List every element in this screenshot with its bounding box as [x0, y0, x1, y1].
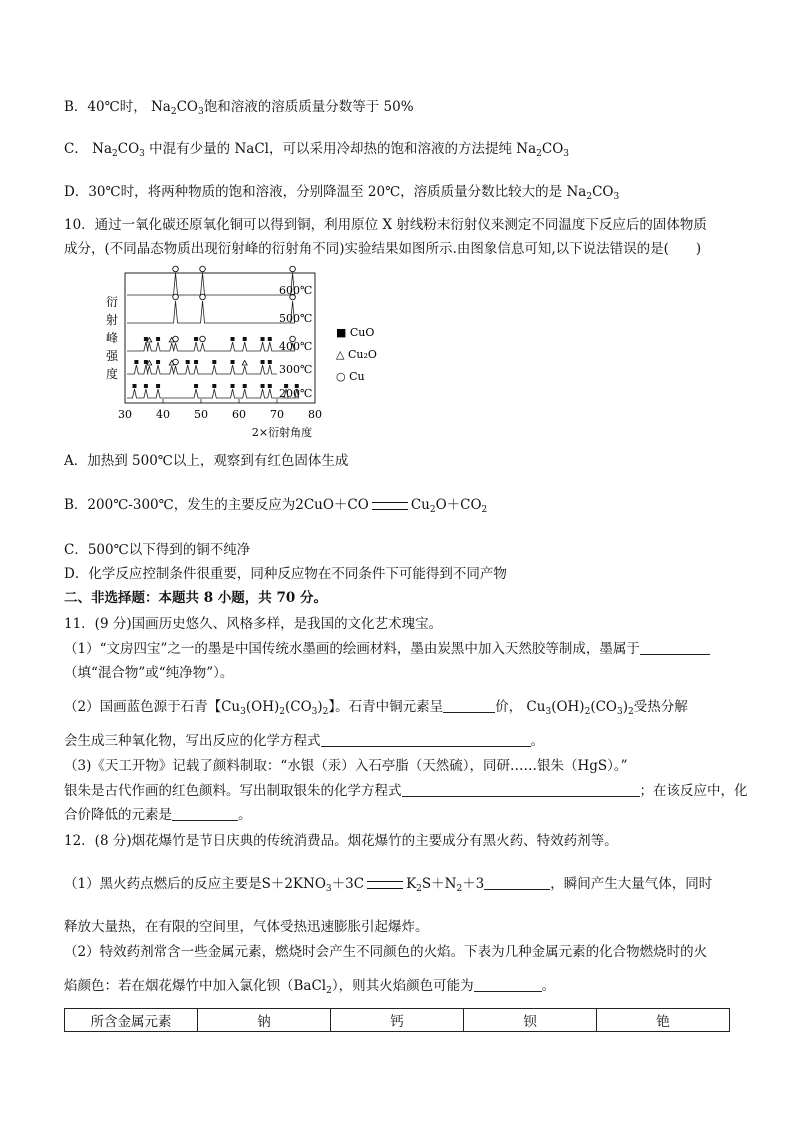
q12-p1c: 释放大量热，在有限的空间里，气体受热迅速膨胀引起爆炸。 — [64, 919, 429, 935]
q9-option-b: B．40℃时， $Na_2CO_3$饱和溶液的溶质质量分数等于 50% — [64, 99, 414, 117]
q10-option-d: D．化学反应控制条件很重要，同种反应物在不同条件下可能得到不同产物 — [64, 566, 507, 582]
cu-marker — [200, 336, 206, 342]
answer-blank[interactable] — [321, 732, 531, 747]
cuo-marker — [231, 384, 235, 388]
flame-color-table — [64, 1008, 730, 1032]
series-line — [127, 389, 299, 398]
series-line — [127, 342, 295, 351]
x-tick-label: 50 — [194, 408, 208, 421]
answer-blank[interactable] — [402, 782, 640, 797]
cuo-marker — [134, 360, 138, 364]
q11-p2e: 会生成三种氧化物，写出反应的化学方程式 。 — [64, 733, 544, 749]
x-axis-label: 2×衍射角度 — [251, 426, 313, 439]
series-label: 200℃ — [279, 387, 313, 400]
series-label: 500℃ — [279, 312, 313, 325]
option-label: C． — [64, 141, 88, 157]
option-text: 40℃时， — [87, 99, 147, 115]
cuo-marker — [268, 384, 272, 388]
option-text: 中混有少量的 NaCl，可以采用冷却热的饱和溶液的方法提纯 — [149, 141, 512, 157]
cu-marker — [173, 336, 179, 342]
q10-stem-line2: 成分，(不同晶态物质出现衍射峰的衍射角不同)实验结果如图所示.由图象信息可知,以下说法错误的是( ) — [64, 241, 702, 257]
cuo-marker — [261, 337, 265, 341]
cu-marker — [173, 266, 179, 272]
option-label: B． — [64, 99, 88, 115]
x-tick-label: 40 — [156, 408, 170, 421]
q9-option-c: C． $Na_2CO_3$ 中混有少量的 NaCl，可以采用冷却热的饱和溶液的方法提纯 $Na_2CO_3$ — [64, 141, 570, 159]
answer-blank[interactable] — [474, 977, 542, 992]
series-label: 300℃ — [279, 363, 313, 376]
y-axis-label-char: 峰 — [105, 331, 119, 345]
cuo-marker — [231, 337, 235, 341]
series-line — [127, 273, 295, 295]
q11-p3d: 合价降低的元素是 。 — [64, 807, 252, 823]
cu-marker — [173, 294, 179, 300]
option-label: D． — [64, 184, 89, 200]
q11-p3a: （3)《天工开物》记载了颜料制取：“水银（汞）入石亭脂（天然硫），同研……银朱（HgS）。” — [64, 758, 628, 774]
cuo-marker — [144, 384, 148, 388]
cuo-marker — [231, 360, 235, 364]
series-line — [127, 365, 277, 374]
section-title: 二、非选择题：本题共 8 小题，共 70 分。 — [64, 590, 327, 606]
q11-p2: （2）国画蓝色源于石青【$Cu_3(OH)_2(CO_3)_2$】。石青中铜元素呈 价， $Cu_3(OH)_2(CO_3)_2$受热分解 — [64, 699, 688, 717]
q11-p1b: （填“混合物”或“纯净物”）。 — [64, 665, 234, 681]
q11-title: 11．(9 分)国画历史悠久、风格多样，是我国的文化艺术瑰宝。 — [64, 616, 443, 632]
q11-p3b: 银朱是古代作画的红色颜料。写出制取银朱的化学方程式 ；在该反应中，化 — [64, 783, 748, 799]
y-axis-label — [106, 295, 119, 381]
q12-p1: （1）黑火药点燃后的反应主要是$S+2KNO_3+3C$ $K_2S+N_2+3$ ，瞬间产生大量气体，同时 — [64, 876, 713, 894]
cu-marker — [200, 266, 206, 272]
q10-option-b: B．200℃-300℃，发生的主要反应为2CuO＋CO $Cu_2O+CO_2$ — [64, 497, 488, 515]
table-header-cell: 铯 — [597, 1009, 730, 1032]
legend-item: ■ CuO — [336, 326, 375, 339]
cu-marker — [173, 359, 179, 365]
legend-item: △ Cu₂O — [336, 348, 377, 361]
series-line — [127, 301, 295, 323]
option-text: 30℃时，将两种物质的饱和溶液，分别降温至 20℃，溶质质量分数比较大的是 — [88, 184, 563, 200]
table-header-cell: 所含金属元素 — [65, 1009, 198, 1032]
cuo-marker — [156, 384, 160, 388]
x-tick-label: 80 — [308, 408, 322, 421]
x-tick-label: 70 — [270, 408, 284, 421]
table-header-cell: 钙 — [331, 1009, 464, 1032]
cuo-marker — [212, 384, 216, 388]
q10-stem-line1: 10．通过一氧化碳还原氧化铜可以得到铜，利用原位 X 射线粉末衍射仪来测定不同温度下反应后的固体物质 — [64, 217, 707, 233]
answer-blank[interactable] — [484, 875, 550, 890]
answer-blank[interactable] — [443, 698, 495, 713]
cuo-marker — [268, 337, 272, 341]
answer-blank[interactable] — [172, 806, 238, 821]
q12-p2b: 焰颜色：若在烟花爆竹中加入氯化钡（BaCl$_2$），则其火焰颜色可能为 。 — [64, 978, 556, 996]
q10-option-c: C．500℃以下得到的铜不纯净 — [64, 542, 251, 558]
cuo-marker — [156, 337, 160, 341]
q12-p2a: （2）特效药剂常含一些金属元素，燃烧时会产生不同颜色的火焰。下表为几种金属元素的化合物燃烧时的火 — [64, 944, 708, 960]
y-axis-label-char: 度 — [105, 367, 119, 381]
series-label: 600℃ — [279, 284, 313, 297]
cuo-marker — [243, 384, 247, 388]
table-header-cell: 钡 — [464, 1009, 597, 1032]
table-header-cell: 钠 — [198, 1009, 331, 1032]
cuo-marker — [194, 384, 198, 388]
cuo-marker — [261, 384, 265, 388]
cuo-marker — [194, 337, 198, 341]
x-tick-label: 30 — [118, 408, 132, 421]
y-axis-label-char: 衍 — [105, 295, 119, 309]
y-axis-label-char: 强 — [105, 349, 119, 363]
x-tick-label: 60 — [232, 408, 246, 421]
q10-option-a: A．加热到 500℃以上，观察到有红色固体生成 — [64, 453, 349, 469]
answer-blank[interactable] — [640, 640, 710, 655]
cu-marker — [200, 294, 206, 300]
xrd-chart — [72, 268, 377, 448]
cu2o-marker — [242, 361, 247, 366]
cuo-marker — [133, 384, 137, 388]
cuo-marker — [194, 360, 198, 364]
q11-p1: （1）“文房四宝”之一的墨是中国传统水墨画的绘画材料，墨由炭黑中加入天然胶等制成，墨属于 — [64, 640, 710, 658]
series-label: 400℃ — [279, 340, 313, 353]
q9-option-d: D．30℃时，将两种物质的饱和溶液，分别降温至 20℃，溶质质量分数比较大的是 $Na_2CO_3$ — [64, 184, 620, 202]
y-axis-label-char: 射 — [105, 313, 119, 327]
cuo-marker — [268, 360, 272, 364]
q12-title: 12．(8 分)烟花爆竹是节日庆典的传统消费品。烟花爆竹的主要成分有黑火药、特效药剂等。 — [64, 833, 618, 849]
cuo-marker — [212, 360, 216, 364]
cuo-marker — [243, 337, 247, 341]
table-row — [65, 1009, 730, 1032]
option-text: 饱和溶液的溶质质量分数等于 50% — [203, 99, 414, 115]
cuo-marker — [156, 360, 160, 364]
cuo-marker — [186, 360, 190, 364]
legend-item: ○ Cu — [336, 370, 365, 383]
cuo-marker — [261, 360, 265, 364]
cu-marker — [290, 266, 296, 272]
